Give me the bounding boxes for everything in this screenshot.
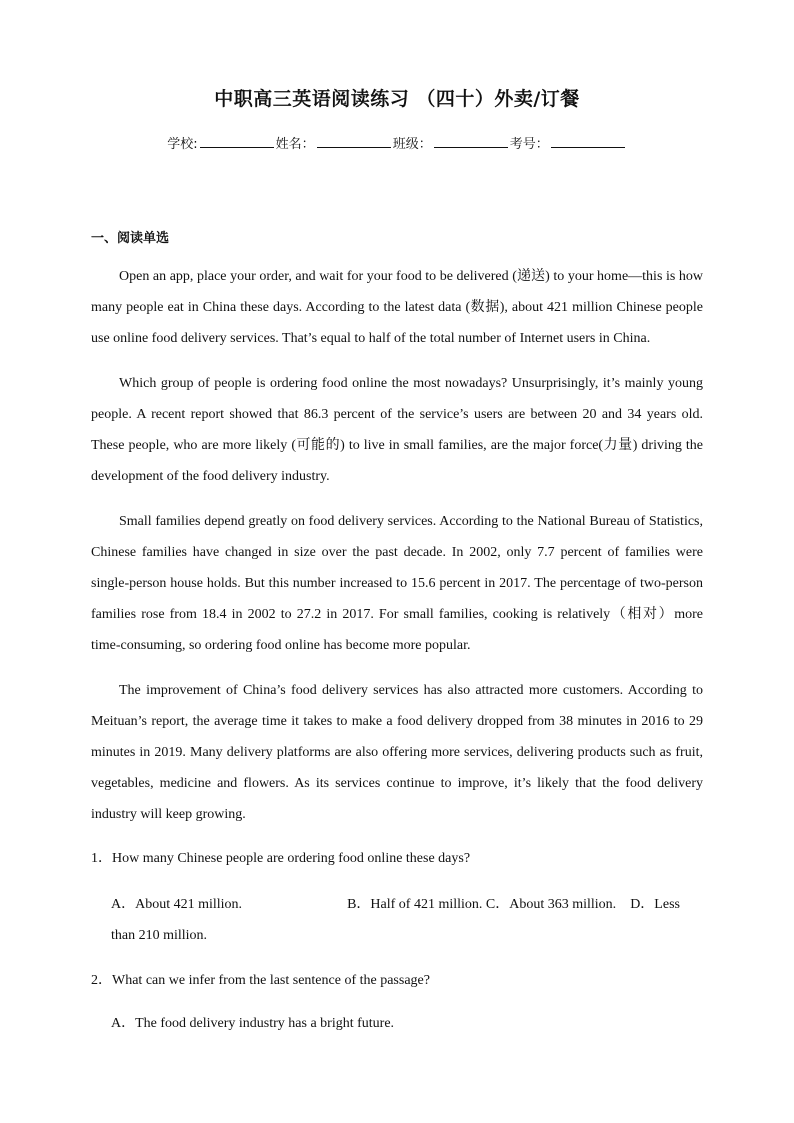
class-blank[interactable]: [434, 135, 508, 148]
passage-paragraph-4: The improvement of China’s food delivery services has also attracted more customers. According to Meituan’s report, the average time it takes to make a food delivery dropped from 38 minutes in 2016 to 29 minutes in 2019. Many delivery platforms are also offering more services, delivering products such as fruit, vegetables, medicine and flowers. As its services continue to improve, it’s likely that the food delivery industry will keep growing.: [91, 683, 703, 822]
exam-no-label: 考号：: [509, 137, 549, 152]
passage-paragraph-2: Which group of people is ordering food online the most nowadays? Unsurprisingly, it’s mainly young people. A recent report showed that 86.3 percent of the service’s users are between 20 and 34 years old. These people, who are more likely (可能的) to live in small families, are the major force(力量) driving the development of the food delivery industry.: [91, 376, 703, 484]
option-a[interactable]: A．The food delivery industry has a bright future.: [111, 1016, 395, 1031]
section-heading: 一、阅读单选: [91, 231, 170, 246]
school-blank[interactable]: [200, 135, 274, 148]
question-1-options: [111, 889, 703, 951]
school-label: 学校:: [167, 137, 198, 152]
passage-paragraph-1: Open an app, place your order, and wait for your food to be delivered (递送) to your home—this is how many people eat in China these days. According to the latest data (数据), about 421 million Chinese people use online food delivery services. That’s equal to half of the total number of Internet users in China.: [91, 269, 703, 346]
option-d[interactable]: D．Less than 210 million.: [111, 897, 680, 943]
option-c[interactable]: C．About 363 million.: [485, 897, 617, 912]
passage-paragraph-3: Small families depend greatly on food delivery services. According to the National Bureau of Statistics, Chinese families have changed in size over the past decade. In 2002, only 7.7 percent of families were single-person house holds. But this number increased to 15.6 percent in 2017. The percentage of two-person families rose from 18.4 in 2002 to 27.2 in 2017. For small families, cooking is relatively（相对）more time-consuming, so ordering food online has become more popular.: [91, 514, 703, 653]
student-info-line: [0, 133, 794, 152]
class-label: 班级：: [392, 137, 432, 152]
option-b[interactable]: B．Half of 421 million.: [347, 897, 483, 912]
name-blank[interactable]: [317, 135, 391, 148]
page-title: 中职高三英语阅读练习 （四十）外卖/订餐: [214, 88, 580, 110]
question-1-stem: 1．How many Chinese people are ordering food online these days?: [91, 851, 471, 866]
question-2-options: [111, 1008, 703, 1039]
exam-no-blank[interactable]: [551, 135, 625, 148]
question-2-stem: 2．What can we infer from the last sentence of the passage?: [91, 973, 430, 988]
name-label: 姓名：: [275, 137, 315, 152]
option-a[interactable]: A．About 421 million.: [111, 897, 243, 912]
